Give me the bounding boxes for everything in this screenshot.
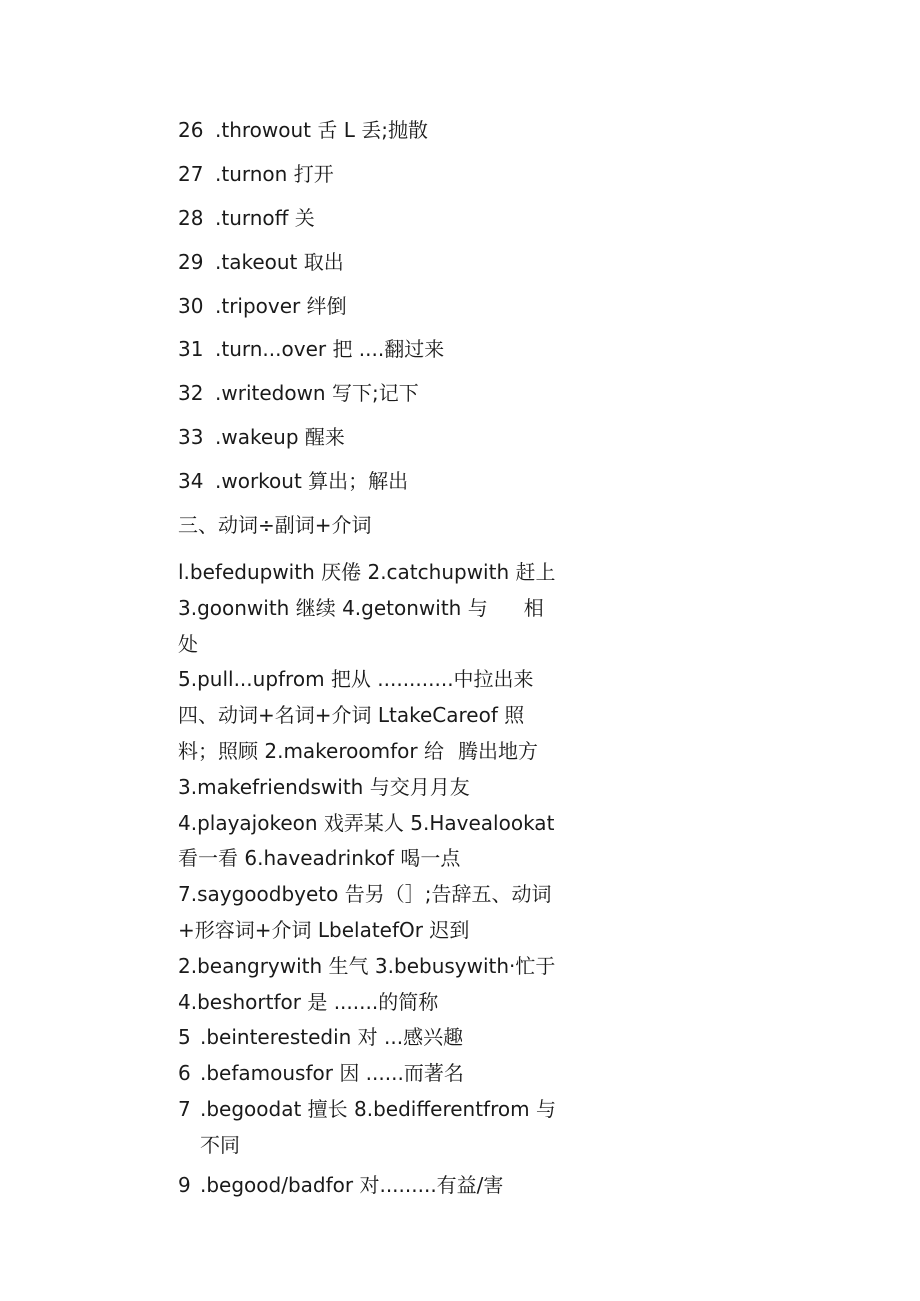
list-item <box>178 293 444 340</box>
list-item <box>178 1027 548 1063</box>
item-number: 29 <box>178 249 204 274</box>
item-number: 33 <box>178 425 204 450</box>
list-item <box>178 1172 548 1211</box>
item-number: 28 <box>178 205 204 230</box>
item-text: .turnon 打开 <box>215 161 334 186</box>
text-line: +形容词+介词 LbelatefOr 迟到 <box>178 917 470 942</box>
item-number: 9 <box>178 1172 191 1197</box>
text-fragment: 相 <box>523 595 544 620</box>
text-line: 2.beangrywith 生气 3.bebusywith·忙于 <box>178 953 556 978</box>
text-line: 处 <box>178 631 198 656</box>
list-item <box>178 120 444 164</box>
item-number: 31 <box>178 337 204 362</box>
text-line: 7.saygoodbyeto 告另（］;告辞五、动词 <box>178 882 552 907</box>
item-text: .turn...over 把 ....翻过来 <box>215 337 445 362</box>
text-line: 5.pull...upfrom 把从 ............中拉出来 <box>178 667 534 692</box>
text-fragment: 3.goonwith 继续 4.getonwith 与 <box>178 595 488 620</box>
section-heading-3: 三、动词÷副词+介词 <box>178 513 372 537</box>
item-text: .turnoff 关 <box>215 205 315 230</box>
item-text: .throwout 舌 L 丢;抛散 <box>215 118 428 142</box>
list-item <box>178 1063 548 1099</box>
list-item <box>178 249 444 296</box>
text-fragment: 料；照顾 2.makeroomfor 给 <box>178 738 444 763</box>
list-item <box>178 383 444 427</box>
item-text: .writedown 写下;记下 <box>215 381 419 406</box>
item-number: 32 <box>178 381 204 406</box>
item-text: .tripover 绊倒 <box>215 293 347 318</box>
text-line: l.befedupwith 厌倦 2.catchupwith 赶上 <box>178 560 556 584</box>
item-text: .begood/badfor 对.........有益/害 <box>200 1172 504 1197</box>
item-number: 26 <box>178 118 204 142</box>
list-item <box>178 471 444 515</box>
item-number: 30 <box>178 293 204 318</box>
item-text: .wakeup 醒来 <box>215 425 345 450</box>
phrase-list-section-5 <box>178 1025 556 1210</box>
phrase-list-section-2 <box>178 120 444 515</box>
item-text: .takeout 取出 <box>215 249 344 274</box>
text-line <box>178 738 548 777</box>
text-line: 看一看 6.haveadrinkof 喝一点 <box>178 846 461 871</box>
item-number: 34 <box>178 469 204 494</box>
section-heading-4: 四、动词+名词+介词 LtakeCareof 照 <box>178 703 525 728</box>
list-item <box>178 427 444 471</box>
item-text: .beinterestedin 对 ...感兴趣 <box>200 1025 464 1050</box>
item-number: 27 <box>178 161 204 186</box>
text-line: 4.playajokeon 戏弄某人 5.Havealookat <box>178 810 555 835</box>
list-item <box>178 339 444 383</box>
text-line <box>178 595 548 634</box>
text-line: 不同 <box>200 1132 240 1157</box>
item-text: .befamousfor 因 ......而著名 <box>200 1061 464 1086</box>
text-line: 3.makefriendswith 与交月月友 <box>178 774 470 799</box>
list-item <box>178 161 444 208</box>
text-block <box>178 560 556 1211</box>
item-text: .begoodat 擅长 8.bedifferentfrom 与 <box>200 1096 556 1121</box>
list-item <box>178 1096 556 1135</box>
item-number: 7 <box>178 1096 191 1121</box>
text-fragment: 腾出地方 <box>457 738 538 763</box>
item-number: 6 <box>178 1061 191 1086</box>
item-text: .workout 算出；解出 <box>215 469 409 494</box>
item-number: 5 <box>178 1025 191 1050</box>
list-item <box>178 205 444 252</box>
text-line: 4.beshortfor 是 .......的简称 <box>178 989 439 1014</box>
